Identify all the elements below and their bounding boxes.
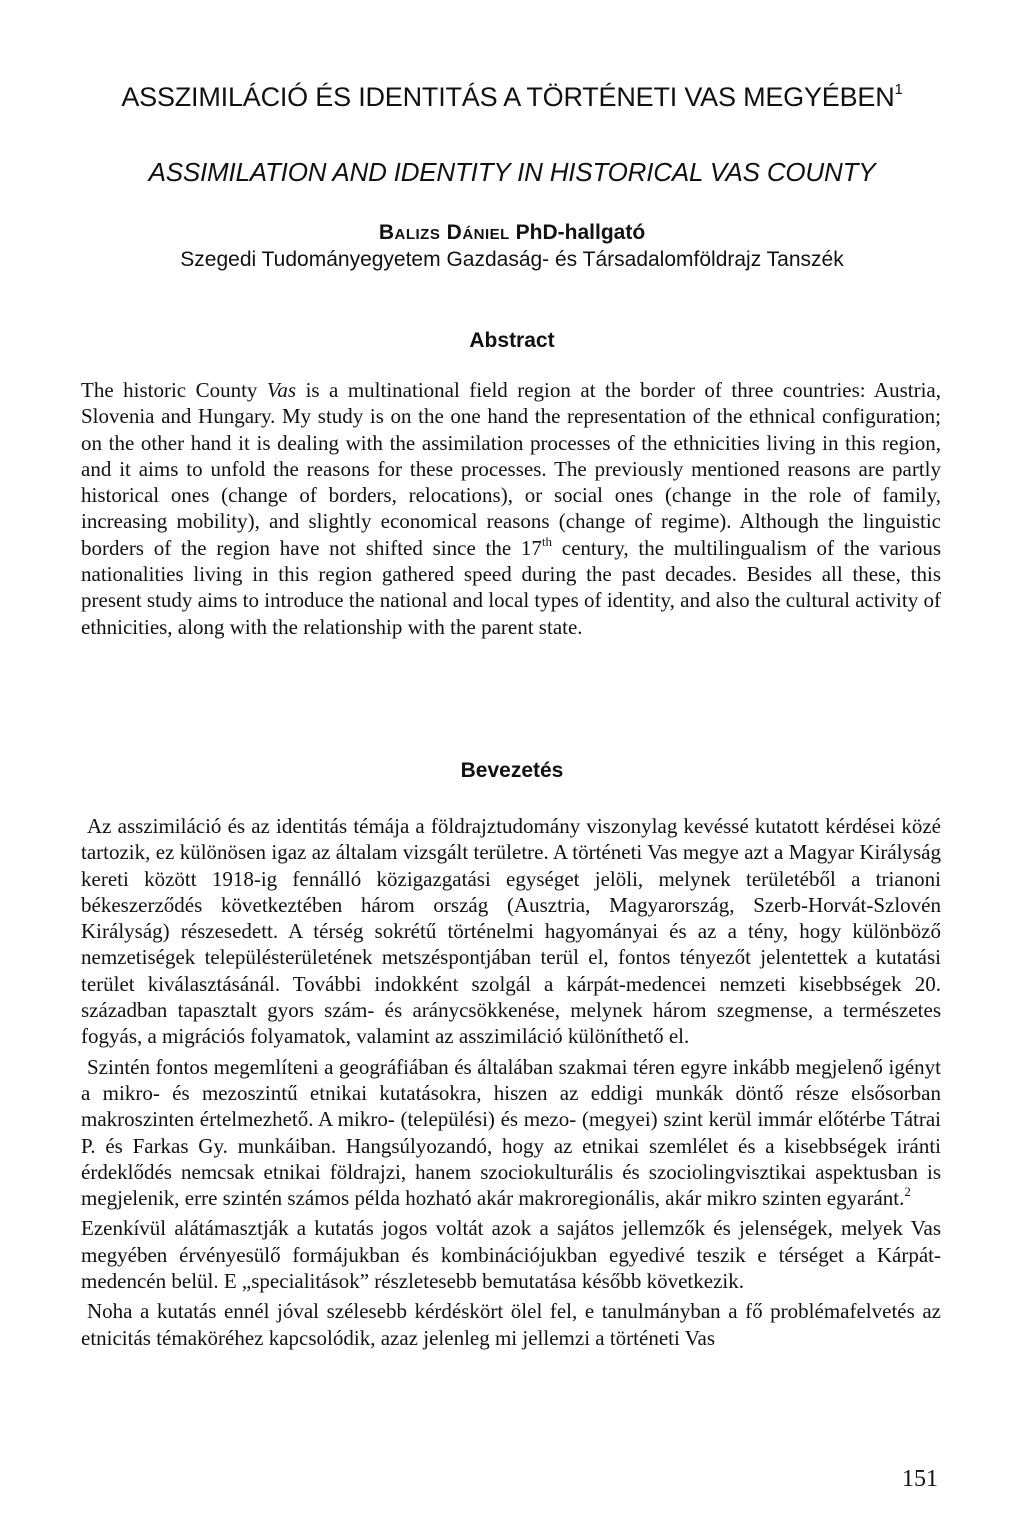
abstract-paragraph [81,377,941,640]
title-footnote-marker: 1 [894,81,903,98]
introduction-paragraph-3: Ezenkívül alátámasztják a kutatás jogos voltát azok a sajátos jellemzők és jelenségek, melyek Vas megyében érvényesülő formájukban és kombinációjukban egyedivé teszik e térséget a Kárpát-medencén belül. E „specialitások” részletesebb bemutatása később következik. [81,1216,941,1294]
page-number: 151 [902,1466,938,1492]
abstract-text-part3: century, the multilingualism of the various nationalities living in this region gathered speed during the past decades. Besides all these, this present study aims to introduce the national and local types of identity, and also the cultural activity of ethnicities, along with the relationship with the parent state. [81,535,941,639]
introduction-paragraph-2-text: Szintén fontos megemlíteni a geográfiában és általában szakmai téren egyre inkább megjelenő igényt a mikro- és mezoszintű etnikai kutatásokra, hiszen az eddigi munkák döntő része elsősorban makroszinten értelmezhető. A mikro- (települési) és mezo- (megyei) szint kerül immár előtérbe Tátrai P. és Farkas Gy. munkáiban. Hangsúlyozandó, hogy az etnikai szemlélet és a kisebbségek iránti érdeklődés nemcsak etnikai földrajzi, hanem szociokulturális és szociolingvisztikai aspektusban is megjelenik, erre szintén számos példa hozható akár makroregionális, akár mikro szinten egyaránt. [81,1054,941,1211]
author-affiliation: Szegedi Tudományegyetem Gazdaság- és Társadalomföldrajz Tanszék [180,248,844,271]
author-line [0,219,1024,247]
author-role: PhD-hallgató [515,221,646,244]
footnote-marker-2: 2 [904,1184,911,1200]
abstract-superscript: th [541,533,553,549]
introduction-heading: Bevezetés [460,759,564,782]
author-name: Balizs Dániel [378,221,510,244]
abstract-heading: Abstract [469,329,555,352]
abstract-text-italic: Vas [266,378,297,402]
abstract-text-part1: The historic County [81,378,267,402]
abstract-text [81,377,941,640]
abstract-text-part2: is a multinational field region at the border of three countries: Austria, Slovenia and Hungary. My study is on the one hand the representation of the ethnical configuration; on the other hand it is dealing with the assimilation processes of the ethnicities living in this region, and it aims to unfold the reasons for these processes. The previously mentioned reasons are partly historical ones (change of borders, relocations), or social ones (change in the role of family, increasing mobility), and slightly economical reasons (change of regime). Although the linguistic borders of the region have not shifted since the 17 [81,378,942,560]
introduction-paragraph-4: Noha a kutatás ennél jóval szélesebb kérdéskört ölel fel, e tanulmányban a fő problémafelvetés az etnicitás témaköréhez kapcsolódik, azaz jelenleg mi jellemzi a történeti Vas [81,1299,941,1350]
introduction-body [81,813,941,1355]
title-hungarian [0,80,1024,114]
title-english: ASSIMILATION AND IDENTITY IN HISTORICAL VAS COUNTY [148,157,876,187]
introduction-paragraph-2 [81,1054,941,1212]
title-hungarian-text: ASSZIMILÁCIÓ ÉS IDENTITÁS A TÖRTÉNETI VAS MEGYÉBEN [121,82,895,112]
introduction-paragraph-1: Az asszimiláció és az identitás témája a földrajztudomány viszonylag kevéssé kutatott kérdései közé tartozik, ez különösen igaz az általam vizsgált területre. A történeti Vas megye azt a Magyar Királyság kereti között 1918-ig fennálló közigazgatási egységet jelöli, melynek területéből a trianoni békeszerződés következtében három ország (Ausztria, Magyarország, Szerb-Horvát-Szlovén Királyság) részesedett. A térség sokrétű történelmi hagyományai és az a tény, hogy különböző nemzetiségek településterületének metszéspontjában terül el, fontos tényezőt jelentettek a kutatási terület kiválasztásánál. További indokként szolgál a kárpát-medencei nemzeti kisebbségek 20. században tapasztalt gyors szám- és aránycsökkenése, melynek három szegmense, a természetes fogyás, a migrációs folyamatok, valamint az asszimiláció különíthető el. [81,814,941,1049]
